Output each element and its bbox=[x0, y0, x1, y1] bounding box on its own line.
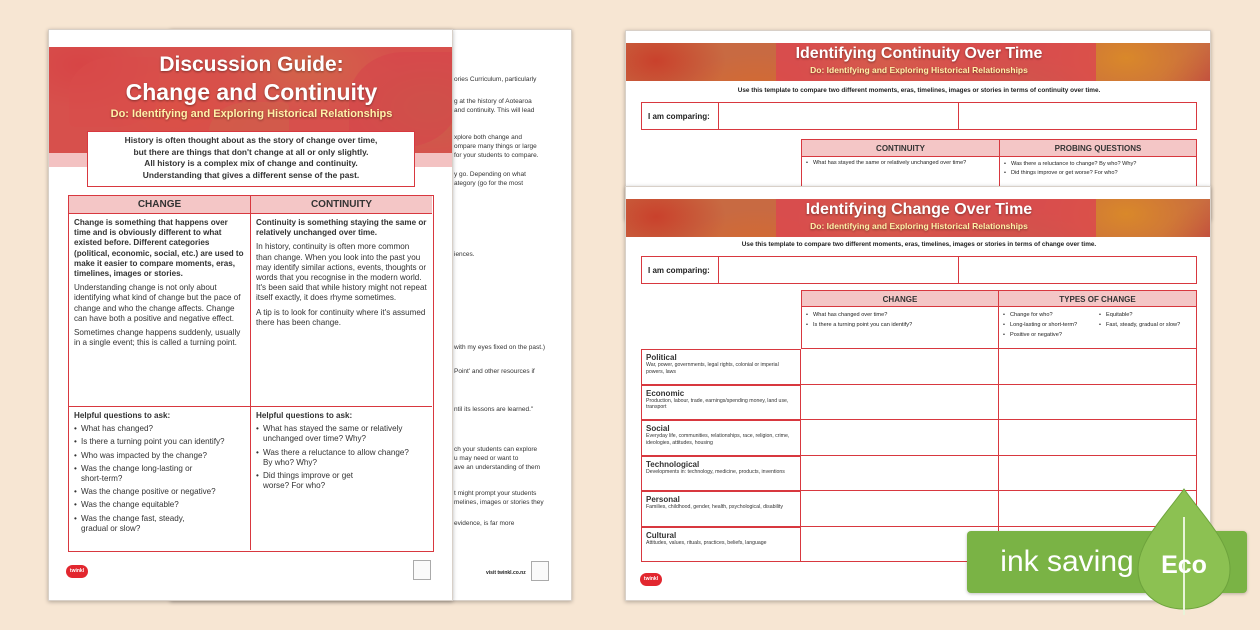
continuity-para-1: Continuity is something staying the same or relatively unchanged over time. bbox=[256, 218, 427, 238]
type-prompt: • Fast, steady, gradual or slow? bbox=[1099, 320, 1194, 330]
change-instruction: Use this template to compare two different moments, eras, timelines, images or stories in terms of change over time. bbox=[741, 241, 1097, 248]
intro-box bbox=[87, 131, 415, 187]
types-prompts bbox=[999, 307, 1197, 349]
back-text-snippet: evidence, is far more bbox=[454, 520, 515, 527]
category-description: Everyday life, communities, relationships, race, religion, crime, ideologies, attitudes, housing bbox=[646, 433, 790, 446]
category-label-cell bbox=[641, 527, 801, 563]
continuity-para-2: In history, continuity is often more common than change. When you look into the past you may identify similar actions, events, thoughts or words that you recognise in the modern world. It's been said that while history might not repeat itself exactly, it does rhyme sometimes. bbox=[256, 242, 427, 303]
category-name: Technological bbox=[646, 459, 700, 469]
back-footer-url: visit twinkl.co.nz bbox=[486, 570, 526, 576]
change-subtitle: Do: Identifying and Exploring Historical Relationships bbox=[810, 221, 1028, 231]
category-row bbox=[641, 349, 1197, 385]
category-row bbox=[641, 491, 1197, 527]
continuity-para-3: A tip is to look for continuity where it's assumed there has been change. bbox=[256, 307, 426, 327]
change-entry-cell[interactable] bbox=[801, 491, 999, 527]
change-para-2: Understanding change is not only about identifying what kind of change but the pace of change and who the change affects. Change can have both a positive and negative effect. bbox=[74, 283, 241, 323]
category-name: Personal bbox=[646, 495, 680, 504]
back-text-snippet: ories Curriculum, particularly bbox=[454, 76, 537, 83]
category-name: Economic bbox=[646, 388, 685, 398]
type-entry-cell[interactable] bbox=[999, 420, 1197, 456]
twinkl-logo-small: twinkl bbox=[640, 573, 662, 586]
back-text-snippet: Point' and other resources if bbox=[454, 368, 535, 375]
change-comparing-input-2[interactable] bbox=[958, 257, 1198, 283]
back-text-snippet: ch your students can explore bbox=[454, 446, 538, 453]
back-text-snippet: xplore both change and bbox=[454, 134, 522, 141]
change-question: • Was the change long-lasting or short-term? bbox=[74, 464, 245, 484]
continuity-comparing-box bbox=[641, 102, 1197, 130]
change-prompts bbox=[801, 307, 999, 349]
back-footer-badge bbox=[531, 561, 549, 581]
change-comparing-label: I am comparing: bbox=[648, 266, 710, 275]
change-entry-cell[interactable] bbox=[801, 349, 999, 385]
helpful-questions-heading: Helpful questions to ask: bbox=[74, 411, 171, 420]
continuity-questions bbox=[251, 407, 432, 550]
change-title: Identifying Change Over Time bbox=[805, 201, 1033, 218]
types-col-header: TYPES OF CHANGE bbox=[999, 290, 1197, 307]
change-question: • Was the change positive or negative? bbox=[74, 487, 245, 497]
back-text-snippet: t might prompt your students bbox=[454, 490, 537, 497]
twinkl-logo: twinkl bbox=[66, 565, 88, 578]
type-entry-cell[interactable] bbox=[999, 456, 1197, 492]
change-banner bbox=[626, 199, 1211, 237]
change-continuity-table bbox=[68, 195, 434, 552]
change-question: • Was the change fast, steady, gradual or slow? bbox=[74, 514, 245, 534]
change-prompt: • Is there a turning point you can identify? bbox=[806, 320, 994, 330]
continuity-description bbox=[251, 214, 432, 407]
change-para-1: Change is something that happens over time and is obviously different to what existed before. Different categories (political, economic, social, etc.) are used to make it easier to compare moments, eras, timelines, images or stories. bbox=[74, 218, 244, 279]
back-text-snippet: ntil its lessons are learned." bbox=[454, 406, 534, 413]
continuity-subtitle: Do: Identifying and Exploring Historical Relationships bbox=[810, 65, 1028, 75]
category-label-cell bbox=[641, 420, 801, 456]
category-row bbox=[641, 385, 1197, 421]
continuity-comparing-input-1[interactable] bbox=[718, 103, 958, 129]
change-entry-cell[interactable] bbox=[801, 456, 999, 492]
guide-footer-badge bbox=[413, 560, 431, 580]
intro-line: Understanding that gives a different sense of the past. bbox=[142, 169, 360, 180]
probing-col-header: PROBING QUESTIONS bbox=[1000, 140, 1196, 157]
category-label-cell bbox=[641, 385, 801, 421]
back-text-snippet: with my eyes fixed on the past.) bbox=[454, 344, 546, 351]
continuity-title: Identifying Continuity Over Time bbox=[795, 45, 1043, 62]
change-description bbox=[69, 214, 251, 407]
continuity-comparing-input-2[interactable] bbox=[958, 103, 1198, 129]
probing-q: • Did things improve or get worse? For who? bbox=[1004, 169, 1192, 178]
probing-q: • Was there a reluctance to change? By who? Why? bbox=[1004, 160, 1192, 169]
category-row bbox=[641, 456, 1197, 492]
change-question: • Was the change equitable? bbox=[74, 500, 245, 510]
guide-subtitle: Do: Identifying and Exploring Historical Relationships bbox=[110, 108, 393, 120]
change-grid bbox=[641, 290, 1197, 563]
helpful-questions-heading: Helpful questions to ask: bbox=[256, 411, 353, 420]
category-name: Political bbox=[646, 353, 677, 362]
change-question: • Is there a turning point you can identify? bbox=[74, 437, 245, 447]
continuity-instruction: Use this template to compare two different moments, eras, timelines, images or stories in terms of continuity over time. bbox=[737, 87, 1101, 94]
change-prompt: • What has changed over time? bbox=[806, 310, 994, 320]
change-entry-cell[interactable] bbox=[801, 420, 999, 456]
type-prompt: • Positive or negative? bbox=[1003, 330, 1098, 340]
category-label-cell bbox=[641, 491, 801, 527]
change-comparing-input-1[interactable] bbox=[718, 257, 958, 283]
intro-line: History is often thought about as the story of change over time, bbox=[124, 135, 378, 145]
back-text-snippet: y go. Depending on what bbox=[454, 171, 526, 178]
type-prompt: • Long-lasting or short-term? bbox=[1003, 320, 1098, 330]
eco-leaf-icon bbox=[1134, 487, 1234, 617]
back-text-snippet: g at the history of Aotearoa bbox=[454, 98, 532, 105]
change-header: CHANGE bbox=[69, 196, 251, 214]
back-text-snippet: for your students to compare. bbox=[454, 152, 539, 159]
change-questions bbox=[69, 407, 251, 550]
back-text-snippet: melines, images or stories they bbox=[454, 499, 544, 506]
back-text-snippet: ave an understanding of them bbox=[454, 464, 541, 471]
type-entry-cell[interactable] bbox=[999, 385, 1197, 421]
back-text-snippet: ompare many things or large bbox=[454, 143, 537, 150]
category-description: War, power, governments, legal rights, colonial or imperial powers, laws bbox=[646, 362, 779, 375]
eco-label: Eco bbox=[1161, 551, 1207, 579]
category-label-cell bbox=[641, 349, 801, 385]
ink-saving-text: ink saving bbox=[1000, 545, 1134, 578]
category-label-cell bbox=[641, 456, 801, 492]
back-text-snippet: ategory (go for the most bbox=[454, 180, 524, 187]
change-comparing-box bbox=[641, 256, 1197, 284]
change-question: • What has changed? bbox=[74, 424, 245, 434]
guide-title-line2: Change and Continuity bbox=[125, 79, 378, 105]
category-description: Attitudes, values, rituals, practices, beliefs, language bbox=[646, 539, 767, 546]
category-row bbox=[641, 420, 1197, 456]
discussion-guide-page bbox=[48, 29, 453, 601]
continuity-comparing-label: I am comparing: bbox=[648, 112, 710, 121]
category-description: Production, labour, trade, earnings/spending money, land use, transport bbox=[646, 397, 789, 410]
continuity-col-header: CONTINUITY bbox=[802, 140, 1000, 157]
type-prompt: • Equitable? bbox=[1099, 310, 1194, 320]
change-entry-cell[interactable] bbox=[801, 385, 999, 421]
continuity-q: • What has stayed the same or relatively unchanged over time? bbox=[806, 160, 995, 166]
category-description: Families, childhood, gender, health, psychological, disability bbox=[646, 504, 783, 510]
category-description: Developments in: technology, medicine, products, inventions bbox=[646, 468, 785, 475]
change-question: • Who was impacted by the change? bbox=[74, 451, 245, 461]
intro-line: but there are things that don't change at all or only slightly. bbox=[133, 146, 369, 157]
guide-title-line1: Discussion Guide: bbox=[159, 53, 344, 76]
back-text-snippet: u may need or want to bbox=[454, 455, 519, 462]
type-prompt: • Change for who? bbox=[1003, 310, 1098, 320]
continuity-question: • What has stayed the same or relatively unchanged over time? Why? bbox=[256, 424, 427, 444]
change-para-3: Sometimes change happens suddenly, usually in a single event; this is called a turning point. bbox=[74, 328, 241, 348]
category-name: Cultural bbox=[646, 530, 677, 540]
continuity-banner bbox=[626, 43, 1211, 81]
continuity-question: • Was there a reluctance to allow change? By who? Why? bbox=[256, 448, 427, 468]
back-text-snippet: iences. bbox=[454, 251, 475, 258]
category-name: Social bbox=[646, 424, 670, 433]
back-text-snippet: and continuity. This will lead bbox=[454, 107, 535, 114]
continuity-header: CONTINUITY bbox=[251, 196, 432, 214]
type-entry-cell[interactable] bbox=[999, 349, 1197, 385]
intro-line: All history is a complex mix of change and continuity. bbox=[144, 158, 358, 168]
continuity-question: • Did things improve or get worse? For who? bbox=[256, 471, 427, 491]
change-col-header: CHANGE bbox=[801, 290, 999, 307]
